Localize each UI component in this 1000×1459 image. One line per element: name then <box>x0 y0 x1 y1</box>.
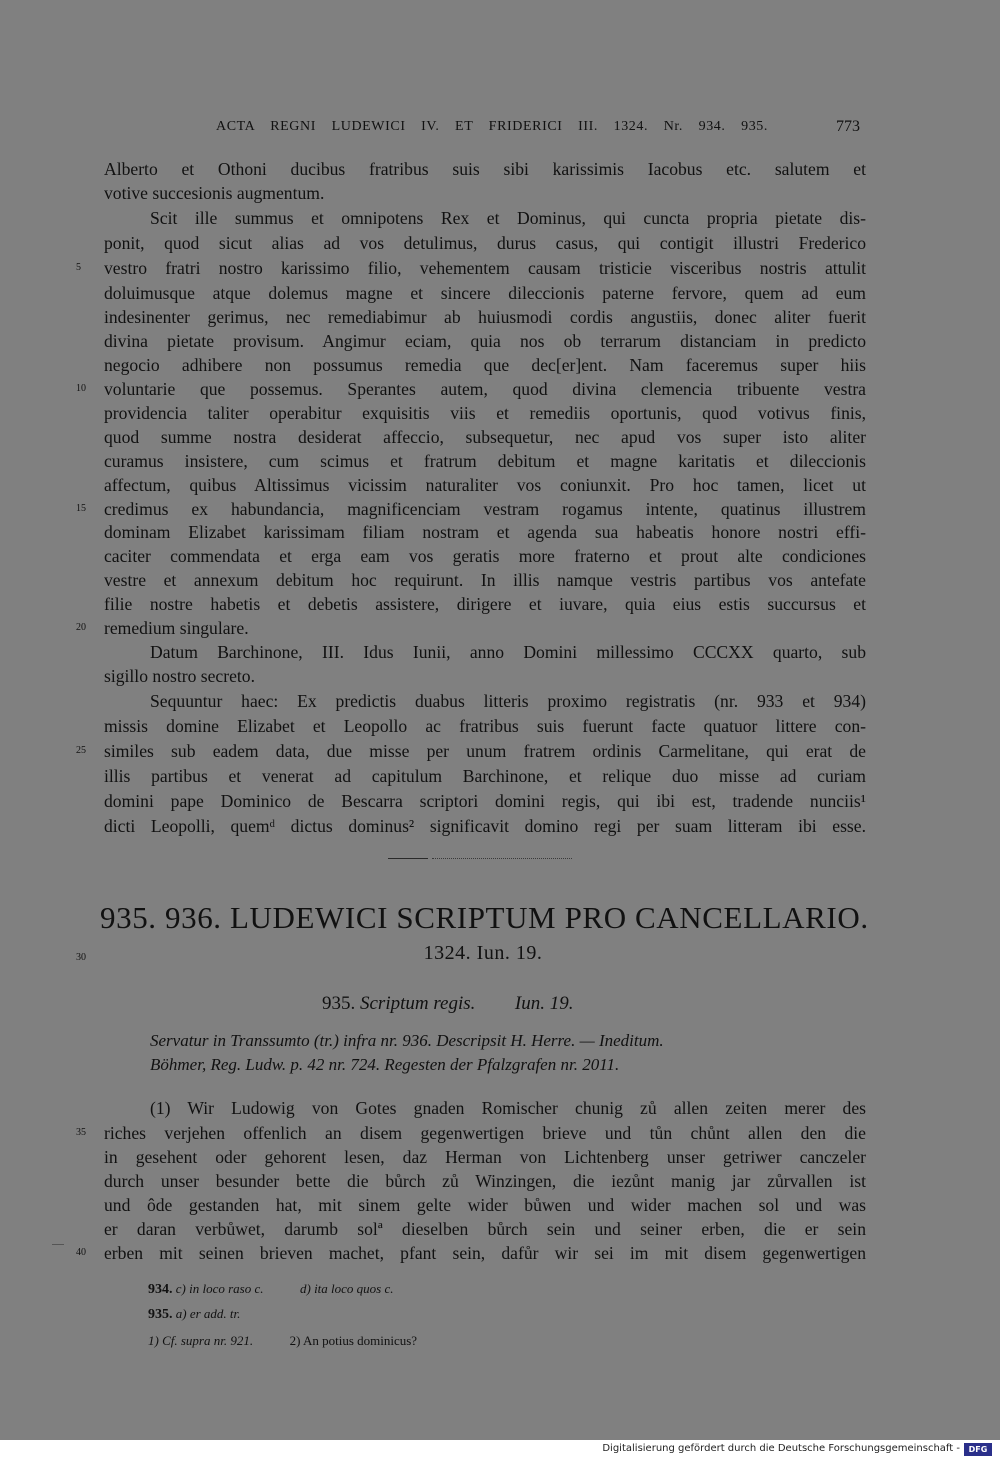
text-line: providencia taliter operabitur exquisitis viis et remediis oportunis, quod votivus finis, <box>104 403 866 423</box>
dfg-logo: DFG <box>964 1443 992 1456</box>
document-number: 935. <box>322 993 356 1014</box>
text-line: negocio adhibere non possumus remedia que dec[er]ent. Nam faceremus super hiis <box>104 355 866 375</box>
line-number: 5 <box>76 262 81 273</box>
section-title: 935. 936. LUDEWICI SCRIPTUM PRO CANCELLARIO. <box>100 900 869 935</box>
text-line: votive succesionis augmentum. <box>104 183 325 203</box>
text-line: dicti Leopolli, quemᵈ dictus dominus² significavit domino regi per suam litteram ibi esse. <box>104 816 866 836</box>
text-line: caciter commendata et erga eam vos geratis more fraterno et prout alte condiciones <box>104 546 866 566</box>
text-line: affectum, quibus Altissimus vicissim naturaliter vos coniunxit. Pro hoc tamen, licet ut <box>104 475 866 495</box>
text-line: domini pape Dominico de Bescarra scriptori domini regis, qui ibi est, tradende nunciis¹ <box>104 791 866 811</box>
document-date: Iun. 19. <box>514 993 574 1014</box>
text-line: doluimusque atque dolemus magne et sincere dileccionis paterne fervore, quem ad eum <box>104 283 866 303</box>
text-line: riches verjehen offenlich an disem gegenwertigen brieve und tůn chůnt allen den die <box>104 1123 866 1143</box>
text-line: similes sub eadem data, due misse per unum fratrem ordinis Carmelitane, qui erat de <box>104 741 866 761</box>
source-note: Böhmer, Reg. Ludw. p. 42 nr. 724. Regesten der Pfalzgrafen nr. 2011. <box>150 1055 620 1074</box>
text-line: dominam Elizabet karissimam filiam nostram et agenda sua habeatis honore nostri effi- <box>104 522 866 542</box>
footnote-label: 934. <box>148 1282 173 1297</box>
text-line: voluntarie que possemus. Sperantes autem, quod divina clemencia tribuente vestra <box>104 379 866 399</box>
text-line: (1) Wir Ludowig von Gotes gnaden Romischer chunig zů allen zeiten merer des <box>150 1098 866 1118</box>
text-line: remedium singulare. <box>104 618 249 638</box>
footnote-935 <box>148 1306 240 1323</box>
footer-bar <box>0 1440 1000 1459</box>
text-line: divina pietate provisum. Angimur eciam, quia nos ob terrarum distanciam in predicto <box>104 331 866 351</box>
line-number: 10 <box>76 383 86 394</box>
text-line: vestro fratri nostro karissimo filio, vehementem causam tristicie visceribus nostris attulit <box>104 258 866 278</box>
running-header: ACTA REGNI LUDEWICI IV. ET FRIDERICI III. 1324. Nr. 934. 935. <box>216 119 768 134</box>
footnote-1: 1) Cf. supra nr. 921. <box>148 1333 254 1348</box>
section-date: 1324. Iun. 19. <box>423 942 543 964</box>
text-line: Sequuntur haec: Ex predictis duabus litteris proximo registratis (nr. 933 et 934) <box>150 691 866 711</box>
footnote-2: 2) An potius dominicus? <box>289 1333 418 1348</box>
text-line: indesinenter gerimus, nec remediabimur ab huiusmodi cordis angustiis, donec aliter fuerit <box>104 307 866 327</box>
text-line: quod summe nostra desiderat affeccio, subsequetur, nec apud vos super isto aliter <box>104 427 866 447</box>
line-number: 30 <box>76 952 86 963</box>
page-number: 773 <box>836 118 860 135</box>
text-line: illis partibus et venerat ad capitulum Barchinone, et relique duo misse ad curiam <box>104 766 866 786</box>
text-line: Datum Barchinone, III. Idus Iunii, anno Domini millessimo CCCXX quarto, sub <box>150 642 866 662</box>
text-line: vestre et annexum debitum hoc requirunt. In illis namque vestris partibus vos antefate <box>104 570 866 590</box>
text-line: curamus insistere, cum scimus et fratrum debitum et magne karitatis et dileccionis <box>104 451 866 471</box>
text-line: sigillo nostro secreto. <box>104 666 255 686</box>
margin-mark <box>52 1244 64 1245</box>
text-line: ponit, quod sicut alias ad vos detulimus, durus casus, qui contigit illustri Frederico <box>104 233 866 253</box>
funding-note: Digitalisierung gefördert durch die Deutsche Forschungsgemeinschaft - <box>602 1443 960 1454</box>
text-line: filie nostre habetis et debetis assistere, dirigere et iuvare, quia eius estis succursus et <box>104 594 866 614</box>
text-line: credimus ex habundancia, magnificenciam vestram rogamus intente, quatinus illustrem <box>104 499 866 519</box>
document-title: Scriptum regis. <box>360 993 476 1014</box>
document-heading <box>322 993 573 1015</box>
line-number: 15 <box>76 503 86 514</box>
footnote-c: c) in loco raso c. <box>175 1281 264 1296</box>
section-divider-faint <box>432 858 572 859</box>
footnote-934 <box>148 1281 394 1298</box>
text-line: in gesehent oder gehorent lesen, daz Herman von Lichtenberg unser getriwer canczeler <box>104 1147 866 1167</box>
section-divider <box>388 858 428 859</box>
line-number: 20 <box>76 622 86 633</box>
text-line: er daran verbůwet, darumb solª dieselben bůrch sein und seiner erben, die er sein <box>104 1219 866 1239</box>
text-line: Alberto et Othoni ducibus fratribus suis sibi karissimis Iacobus etc. salutem et <box>104 159 866 179</box>
footnote-label: 935. <box>148 1307 173 1322</box>
line-number: 25 <box>76 745 86 756</box>
footnote-a: a) er add. tr. <box>175 1306 241 1321</box>
line-number: 35 <box>76 1127 86 1138</box>
footnote-notes <box>148 1333 417 1349</box>
line-number: 40 <box>76 1247 86 1258</box>
footnote-d: d) ita loco quos c. <box>299 1281 394 1296</box>
source-note: Servatur in Transsumto (tr.) infra nr. 936. Descripsit H. Herre. — Ineditum. <box>150 1031 664 1050</box>
text-line: und ôde gestanden hat, mit sinem gelte wider bůwen und wider machen sol und was <box>104 1195 866 1215</box>
text-line: missis domine Elizabet et Leopollo ac fratribus suis fuerunt facte quatuor littere con- <box>104 716 866 736</box>
text-line: durch unser besunder bette die bůrch zů Winzingen, die iezůnt manig jar zůrvallen ist <box>104 1171 866 1191</box>
text-line: erben mit seinen brieven machet, pfant sein, dafůr wir sei im mit disem gegenwertigen <box>104 1243 866 1263</box>
text-line: Scit ille summus et omnipotens Rex et Dominus, qui cuncta propria pietate dis- <box>150 208 866 228</box>
